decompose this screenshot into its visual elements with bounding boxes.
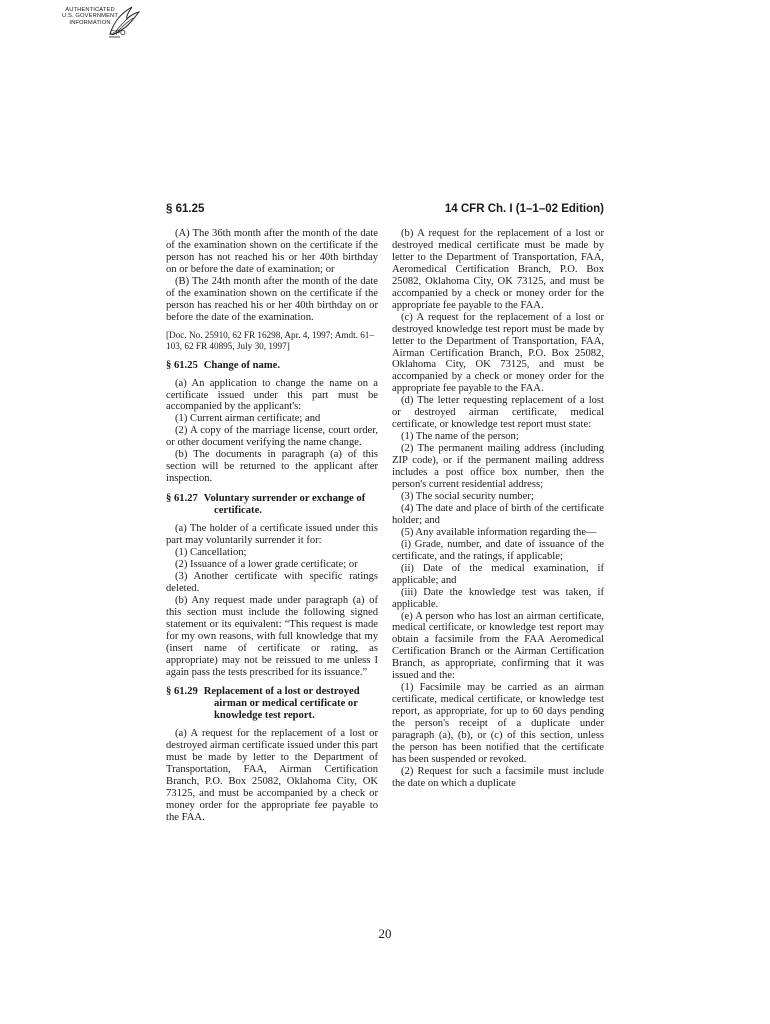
left-column: [166, 228, 378, 824]
paragraph: (a) A request for the replacement of a lost or destroyed airman certificate issued under this part must be made by letter to the Department of Transportation, FAA, Airman Certification Branch, P.O. Box 25082, Oklahoma City, OK 73125, and must be accompanied by a check or money order for the appropriate fee payable to the FAA.: [166, 728, 378, 823]
seal-line-3: INFORMATION: [69, 19, 111, 26]
page-number: 20: [378, 926, 392, 941]
paragraph: (b) The documents in paragraph (a) of this section will be returned to the applicant after inspection.: [166, 449, 378, 485]
paragraph: (c) A request for the replacement of a lost or destroyed knowledge test report must be made by letter to the Department of Transportation, FAA, Airman Certification Branch, P.O. Box 25082, Oklahoma City, OK 73125, and must be accompanied by a check or money order for the appropriate fee payable to the FAA.: [392, 311, 604, 395]
running-head-title: 14 CFR Ch. I (1–1–02 Edition): [444, 203, 604, 215]
gpo-mark: GPO: [110, 30, 126, 37]
paragraph: (i) Grade, number, and date of issuance of the certificate, and the ratings, if applicable;: [392, 538, 604, 562]
paragraph: (B) The 24th month after the month of the date of the examination shown on the certificate if the person has reached his or her 40th birthday on or before the date of the examination.: [166, 275, 378, 323]
paragraph: (a) An application to change the name on a certificate issued under this part must be accompanied by the applicant's:: [166, 377, 378, 413]
paragraph: (2) Issuance of a lower grade certificate; or: [175, 558, 358, 570]
section-heading-61-25: [166, 360, 378, 372]
paragraph: (e) A person who has lost an airman certificate, medical certificate, or knowledge test report may obtain a facsimile from the FAA Aeromedical Certification Branch or the Airman Certification Branch, as appropriate, confirming that it was issued and the:: [392, 610, 604, 682]
citation: [Doc. No. 25910, 62 FR 16298, Apr. 4, 1997; Amdt. 61–103, 62 FR 40895, July 30, 1997]: [166, 329, 374, 351]
section-number: § 61.27: [166, 493, 198, 505]
gpo-authentication-seal: [60, 4, 142, 42]
paragraph: (2) The permanent mailing address (including ZIP code), or if the permanent mailing address includes a post office box number, then the person's current residential address;: [392, 443, 604, 491]
paragraph: (3) Another certificate with specific ratings deleted.: [166, 570, 378, 594]
section-heading-61-27: [166, 493, 378, 517]
paragraph: (5) Any available information regarding the—: [401, 526, 597, 538]
paragraph: (ii) Date of the medical examination, if applicable; and: [392, 562, 604, 586]
section-number: § 61.29: [166, 686, 198, 698]
paragraph: (3) The social security number;: [401, 490, 534, 502]
paragraph: (1) The name of the person;: [401, 431, 519, 443]
seal-line-1: AUTHENTICATED: [65, 7, 115, 13]
right-column: [392, 228, 604, 790]
paragraph: (1) Facsimile may be carried as an airman certificate, medical certificate, or knowledge test report, as appropriate, for up to 60 days pending the person's receipt of a duplicate under paragraph (a), (b), or (c) of this section, unless the person has been notified that the certificate has been suspended or revoked.: [392, 682, 604, 765]
seal-line-2: U.S. GOVERNMENT: [62, 13, 118, 20]
paragraph: (2) Request for such a facsimile must include the date on which a duplicate: [392, 765, 604, 789]
section-title: Change of name.: [203, 359, 280, 371]
paragraph: (A) The 36th month after the month of the date of the examination shown on the certificate if the person has not reached his or her 40th birthday on or before the date of examination; or: [166, 228, 378, 275]
running-head-section: § 61.25: [166, 203, 205, 215]
section-title: Replacement of a lost or destroyed airman or medical certificate or knowledge test report.: [203, 686, 360, 722]
paragraph: (4) The date and place of birth of the certificate holder; and: [392, 502, 604, 526]
section-heading-61-29: [166, 686, 378, 722]
section-title: Voluntary surrender or exchange of certificate.: [203, 493, 366, 517]
paragraph: (2) A copy of the marriage license, court order, or other document verifying the name change.: [166, 425, 378, 449]
running-head: [166, 200, 604, 220]
paragraph: (b) Any request made under paragraph (a) of this section must include the following signed statement or its equivalent: “This request is made for my own reasons, with full knowledge that my (insert name of certificate or rating, as appropriate) may not be reissued to me unless I again pass the tests prescribed for its issuance.”: [166, 594, 378, 678]
paragraph: (b) A request for the replacement of a lost or destroyed medical certificate must be made by letter to the Department of Transportation, FAA, Aeromedical Certification Branch, P.O. Box 25082, Oklahoma City, OK 73125, and must be accompanied by a check or money order for the appropriate fee payable to the FAA.: [392, 228, 604, 311]
paragraph: (iii) Date the knowledge test was taken, if applicable.: [392, 586, 604, 610]
paragraph: (1) Current airman certificate; and: [175, 413, 321, 425]
paragraph: (1) Cancellation;: [175, 546, 247, 558]
paragraph: (d) The letter requesting replacement of a lost or destroyed airman certificate, medical certificate, or knowledge test report must state:: [392, 395, 604, 431]
paragraph: (a) The holder of a certificate issued under this part may voluntarily surrender it for:: [166, 523, 378, 547]
section-number: § 61.25: [166, 359, 198, 371]
